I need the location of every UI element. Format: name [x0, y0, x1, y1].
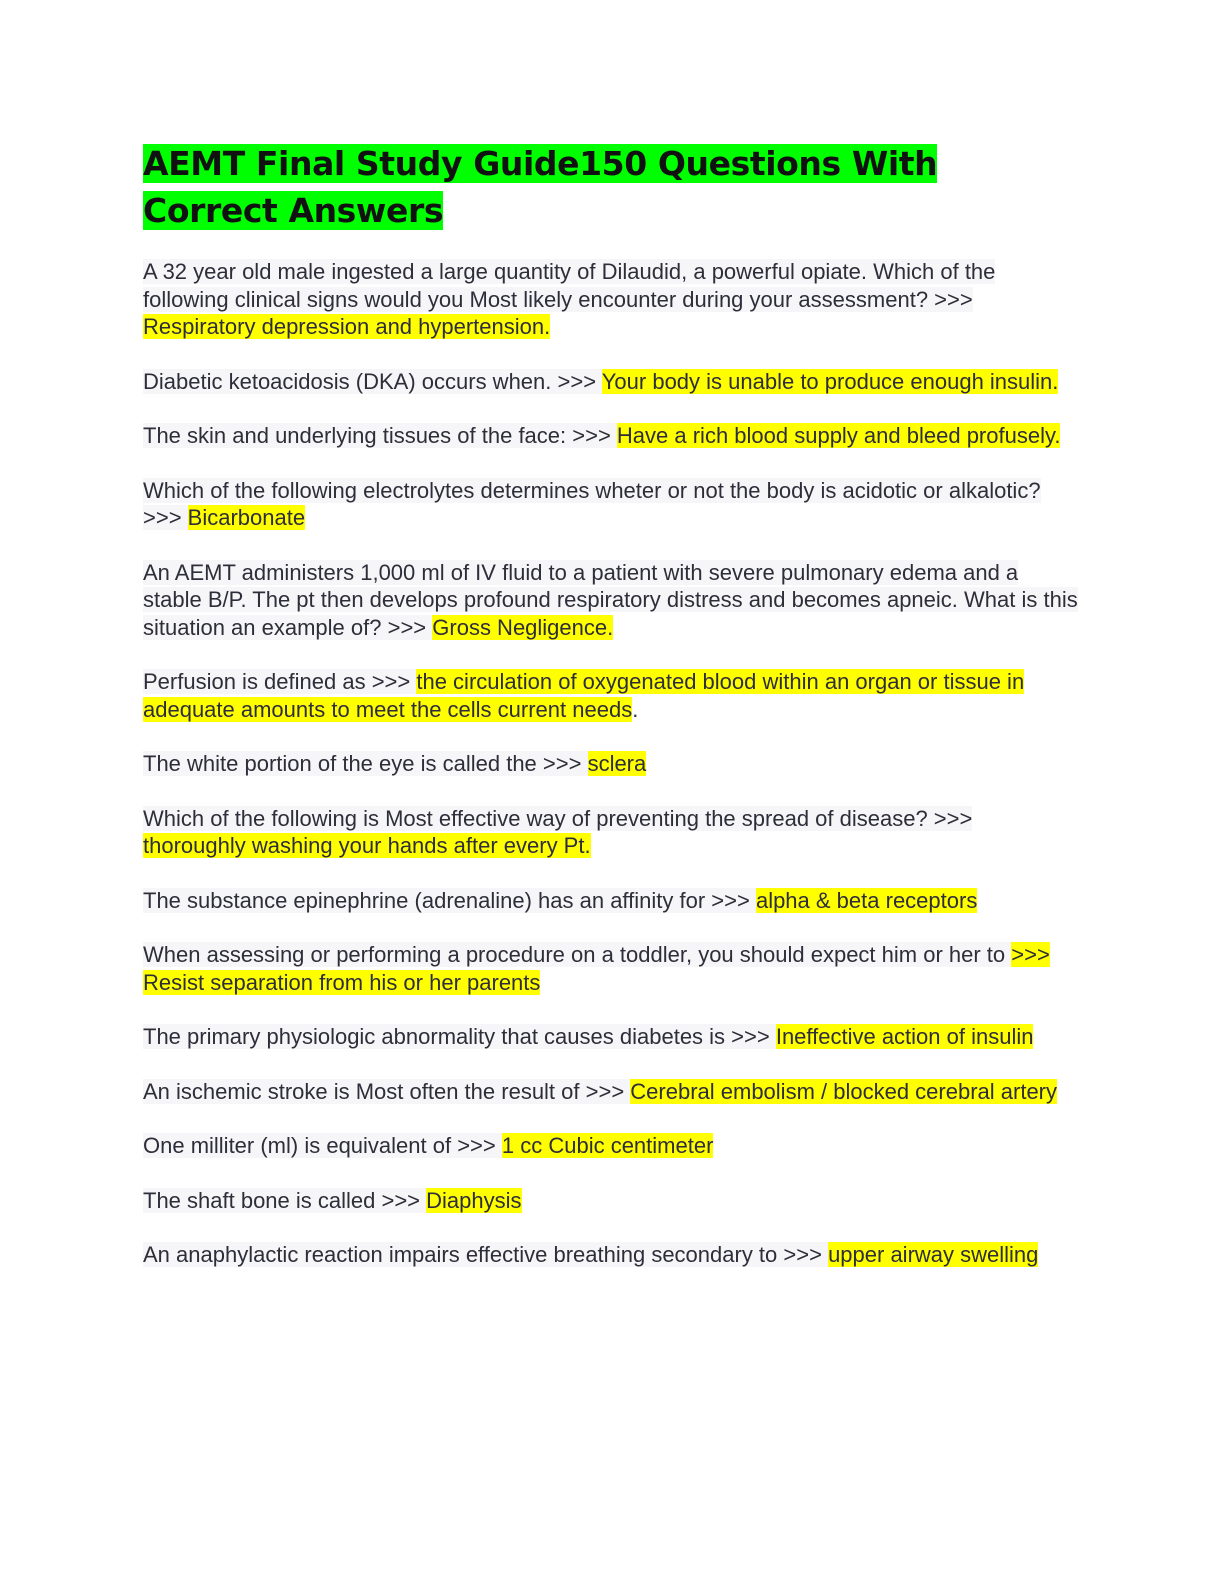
- qa-item: [143, 368, 1078, 396]
- question-text: An ischemic stroke is Most often the result of >>>: [143, 1078, 631, 1104]
- question-text: An anaphylactic reaction impairs effective breathing secondary to >>>: [143, 1242, 829, 1267]
- answer-text: the circulation of oxygenated blood within an organ or tissue in adequate amounts to meet the cells current needs: [143, 669, 1025, 722]
- answer-text: alpha & beta receptors: [755, 887, 978, 913]
- qa-item: [143, 477, 1078, 532]
- qa-item: [143, 559, 1078, 642]
- answer-text: Diaphysis: [426, 1187, 522, 1213]
- question-text: Perfusion is defined as >>>: [143, 669, 417, 694]
- answer-text: 1 cc Cubic centimeter: [501, 1133, 714, 1158]
- question-text: The skin and underlying tissues of the face: >>>: [143, 423, 617, 448]
- qa-item: [143, 422, 1078, 450]
- qa-item: [143, 1132, 1078, 1160]
- qa-item: [143, 887, 1078, 915]
- qa-item: [143, 668, 1078, 723]
- question-text: A 32 year old male ingested a large quantity of Dilaudid, a powerful opiate. Which of the following clinical signs would you Most likely encounter during your assessment? >>>: [143, 259, 996, 312]
- answer-text: Have a rich blood supply and bleed profusely.: [616, 423, 1061, 448]
- question-text: The substance epinephrine (adrenaline) has an affinity for >>>: [143, 887, 756, 913]
- question-text: Diabetic ketoacidosis (DKA) occurs when. >>>: [143, 368, 602, 394]
- answer-tail: .: [632, 696, 639, 722]
- answer-text: Cerebral embolism / blocked cerebral artery: [630, 1078, 1058, 1104]
- question-text: An AEMT administers 1,000 ml of IV fluid to a patient with severe pulmonary edema and a stable B/P. The pt then develops profound respiratory distress and becomes apneic. What is this situation an example of? >>>: [143, 559, 1078, 640]
- document-page: [143, 140, 1078, 1296]
- answer-text: sclera: [587, 751, 647, 776]
- qa-item: [143, 1078, 1078, 1106]
- answer-text: Ineffective action of insulin: [775, 1024, 1034, 1049]
- answer-text: Gross Negligence.: [432, 614, 614, 640]
- question-text: Which of the following is Most effective way of preventing the spread of disease? >>>: [143, 805, 973, 831]
- answer-text: Bicarbonate: [187, 505, 306, 530]
- qa-item: [143, 805, 1078, 860]
- answer-text: >>> Resist separation from his or her parents: [143, 942, 1050, 995]
- answer-text: Respiratory depression and hypertension.: [143, 314, 551, 339]
- qa-item: [143, 258, 1078, 341]
- answer-text: Your body is unable to produce enough insulin.: [601, 368, 1059, 394]
- question-text: The white portion of the eye is called the >>>: [143, 751, 588, 776]
- question-text: The primary physiologic abnormality that causes diabetes is >>>: [143, 1024, 776, 1049]
- qa-item: [143, 750, 1078, 778]
- document-title: [143, 140, 1078, 234]
- qa-list: [143, 258, 1078, 1269]
- answer-text: thoroughly washing your hands after every Pt.: [143, 833, 591, 858]
- question-text: Which of the following electrolytes determines wheter or not the body is acidotic or alkalotic? >>>: [143, 477, 1041, 530]
- qa-item: [143, 1241, 1078, 1269]
- qa-item: [143, 941, 1078, 996]
- qa-item: [143, 1187, 1078, 1215]
- question-text: The shaft bone is called >>>: [143, 1187, 427, 1213]
- question-text: One milliter (ml) is equivalent of >>>: [143, 1133, 502, 1158]
- question-text: When assessing or performing a procedure on a toddler, you should expect him or her to: [143, 942, 1012, 967]
- answer-text: upper airway swelling: [828, 1242, 1039, 1267]
- qa-item: [143, 1023, 1078, 1051]
- document-title-text: AEMT Final Study Guide150 Questions With Correct Answers: [143, 144, 938, 230]
